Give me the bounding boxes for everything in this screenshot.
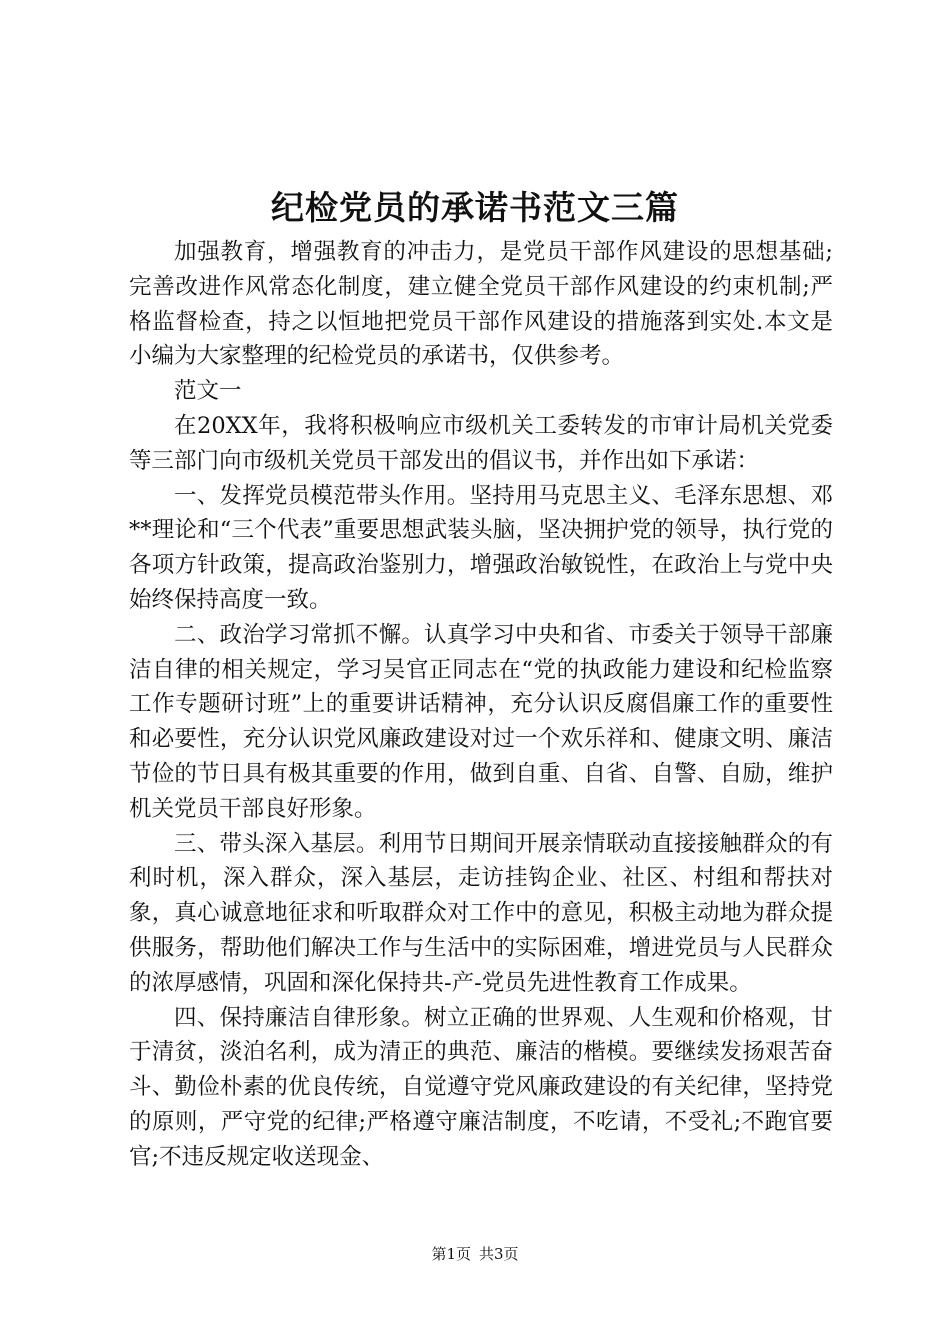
pledge-item-1: 一、发挥党员模范带头作用。坚持用马克思主义、毛泽东思想、邓**理论和“三个代表”重要思想武装头脑，坚决拥护党的领导，执行党的各项方针政策，提高政治鉴别力，增强政治敏锐性，在政治上与党中央始终保持高度一致。	[129, 482, 833, 613]
document-title: 纪检党员的承诺书范文三篇	[271, 188, 679, 227]
page-total: 共3页	[479, 1245, 519, 1263]
pledge-intro-paragraph: 在20XX年，我将积极响应市级机关工委转发的市审计局机关党委等三部门向市级机关党员干部发出的倡议书，并作出如下承诺：	[129, 412, 833, 474]
page-footer	[0, 1244, 950, 1264]
document-body	[129, 235, 833, 1175]
page-number: 第1页	[431, 1245, 471, 1263]
intro-paragraph: 加强教育，增强教育的冲击力，是党员干部作风建设的思想基础;完善改进作风常态化制度，建立健全党员干部作风建设的约束机制;严格监督检查，持之以恒地把党员干部作风建设的措施落到实处.本文是小编为大家整理的纪检党员的承诺书，仅供参考。	[129, 239, 833, 370]
pledge-item-4: 四、保持廉洁自律形象。树立正确的世界观、人生观和价格观，甘于清贫，淡泊名利，成为清正的典范、廉洁的楷模。要继续发扬艰苦奋斗、勤俭朴素的优良传统，自觉遵守党风廉政建设的有关纪律，坚持党的原则，严守党的纪律;严格遵守廉洁制度，不吃请，不受礼;不跑官要官;不违反规定收送现金、	[129, 1004, 833, 1170]
pledge-item-2: 二、政治学习常抓不懈。认真学习中央和省、市委关于领导干部廉洁自律的相关规定，学习吴官正同志在“党的执政能力建设和纪检监察工作专题研讨班”上的重要讲话精神，充分认识反腐倡廉工作的重要性和必要性，充分认识党风廉政建设对过一个欢乐祥和、健康文明、廉洁节俭的节日具有极其重要的作用，做到自重、自省、自警、自励，维护机关党员干部良好形象。	[129, 621, 833, 822]
section-heading-sample-one: 范文一	[174, 378, 242, 405]
pledge-item-3: 三、带头深入基层。利用节日期间开展亲情联动直接接触群众的有利时机，深入群众，深入基层，走访挂钩企业、社区、村组和帮扶对象，真心诚意地征求和听取群众对工作中的意见，积极主动地为群众提供服务，帮助他们解决工作与生活中的实际困难，增进党员与人民群众的浓厚感情，巩固和深化保持共-产-党员先进性教育工作成果。	[129, 830, 833, 996]
